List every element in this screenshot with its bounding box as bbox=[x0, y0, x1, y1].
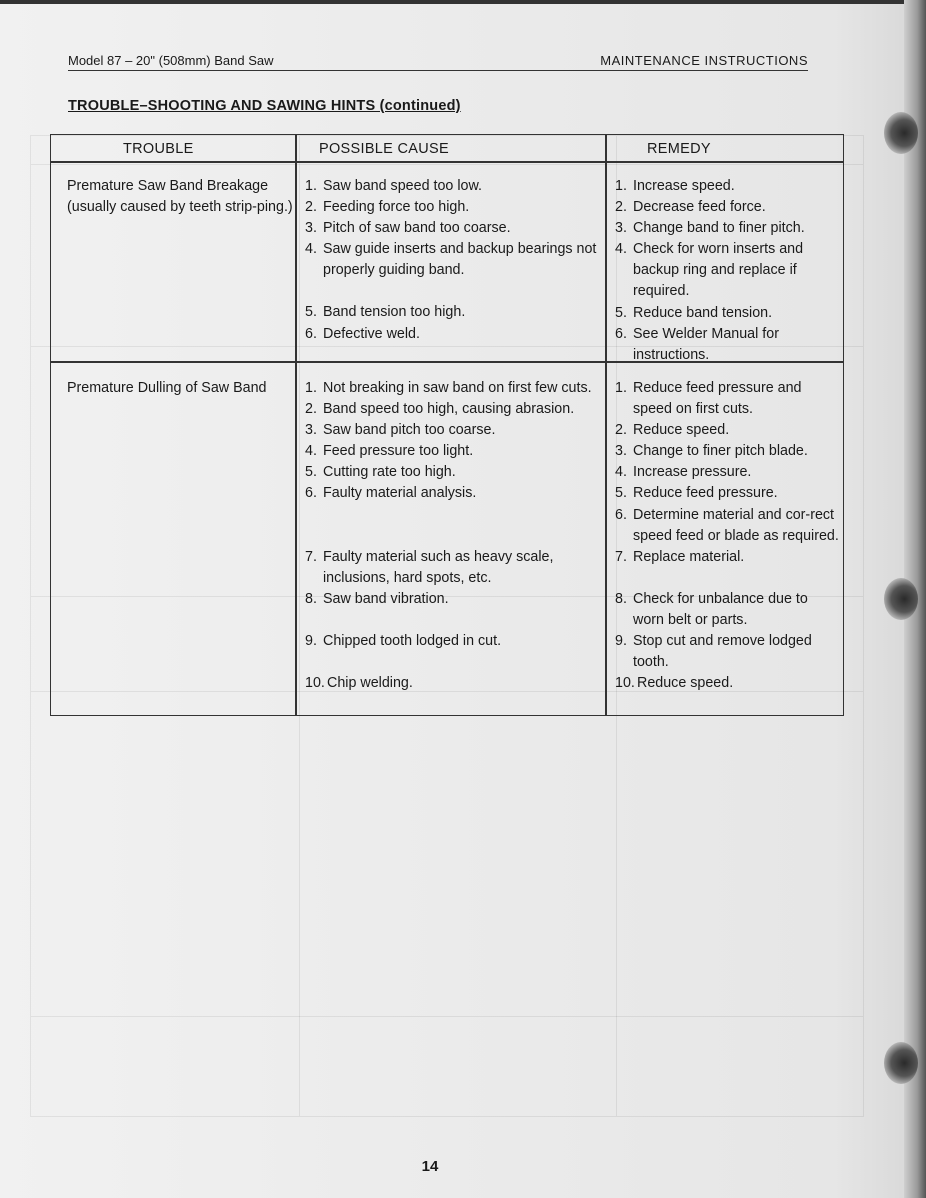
column-header-trouble: TROUBLE bbox=[123, 141, 194, 157]
remedy-cell bbox=[615, 378, 841, 694]
list-item: 9. Chipped tooth lodged in cut. bbox=[305, 632, 502, 649]
page-header bbox=[68, 50, 808, 71]
list-item: 3. Pitch of saw band too coarse. bbox=[305, 220, 511, 237]
list-item: 10. Reduce speed. bbox=[615, 675, 734, 692]
page-number: 14 bbox=[421, 1158, 439, 1175]
binder-hole-middle bbox=[884, 578, 918, 620]
list-item: 8. Saw band vibration. bbox=[305, 590, 449, 607]
list-item: 9. Stop cut and remove lodged tooth. bbox=[615, 633, 812, 671]
section-title: TROUBLE–SHOOTING AND SAWING HINTS (continued) bbox=[68, 98, 461, 114]
list-item: 2. Reduce speed. bbox=[615, 422, 730, 439]
list-item: 6. Defective weld. bbox=[305, 325, 420, 342]
column-header-possible-cause: POSSIBLE CAUSE bbox=[319, 141, 449, 157]
list-item: 7. Faulty material such as heavy scale, inclusions, hard spots, etc. bbox=[305, 548, 554, 586]
list-item: 1. Not breaking in saw band on first few cuts. bbox=[305, 380, 592, 396]
column-header-remedy: REMEDY bbox=[647, 141, 711, 157]
trouble-cell: Premature Saw Band Breakage (usually caused by teeth strip-ping.) bbox=[67, 178, 293, 216]
list-item: 2. Decrease feed force. bbox=[615, 199, 766, 216]
model-title: Model 87 – 20" (508mm) Band Saw bbox=[68, 53, 274, 68]
list-item: 7. Replace material. bbox=[615, 548, 745, 565]
list-item: 6. See Welder Manual for instructions. bbox=[615, 325, 779, 363]
header-divider bbox=[51, 161, 843, 163]
list-item: 4. Feed pressure too light. bbox=[305, 443, 474, 460]
list-item: 2. Band speed too high, causing abrasion. bbox=[305, 401, 575, 418]
list-item: 5. Reduce band tension. bbox=[615, 304, 773, 321]
list-item: 8. Check for unbalance due to worn belt or parts. bbox=[615, 590, 808, 628]
cause-cell bbox=[305, 378, 601, 694]
binder-hole-top bbox=[884, 112, 918, 154]
binder-hole-bottom bbox=[884, 1042, 918, 1084]
list-item: 5. Reduce feed pressure. bbox=[615, 485, 778, 502]
list-item: 2. Feeding force too high. bbox=[305, 199, 470, 216]
list-item: 4. Increase pressure. bbox=[615, 464, 752, 481]
remedy-cell bbox=[615, 176, 841, 366]
troubleshooting-table bbox=[50, 134, 844, 716]
list-item: 6. Determine material and cor-rect speed feed or blade as required. bbox=[615, 506, 839, 544]
list-item: 10. Chip welding. bbox=[305, 674, 413, 691]
list-item: 1. Saw band speed too low. bbox=[305, 178, 482, 194]
scan-top-edge bbox=[0, 0, 926, 4]
list-item: 3. Saw band pitch too coarse. bbox=[305, 422, 496, 439]
list-item: 5. Cutting rate too high. bbox=[305, 464, 456, 481]
list-item: 5. Band tension too high. bbox=[305, 304, 466, 321]
list-item: 1. Increase speed. bbox=[615, 178, 735, 194]
cause-cell bbox=[305, 176, 601, 345]
list-item: 4. Saw guide inserts and backup bearings not properly guiding band. bbox=[305, 241, 597, 279]
list-item: 6. Faulty material analysis. bbox=[305, 485, 477, 502]
trouble-cell: Premature Dulling of Saw Band bbox=[67, 380, 267, 396]
list-item: 3. Change to finer pitch blade. bbox=[615, 443, 808, 460]
list-item: 4. Check for worn inserts and backup ring and replace if required. bbox=[615, 241, 804, 300]
list-item: 1. Reduce feed pressure and speed on first cuts. bbox=[615, 380, 802, 418]
list-item: 3. Change band to finer pitch. bbox=[615, 220, 805, 237]
column-divider bbox=[295, 135, 297, 715]
column-divider bbox=[605, 135, 607, 715]
section-label: MAINTENANCE INSTRUCTIONS bbox=[600, 53, 808, 68]
